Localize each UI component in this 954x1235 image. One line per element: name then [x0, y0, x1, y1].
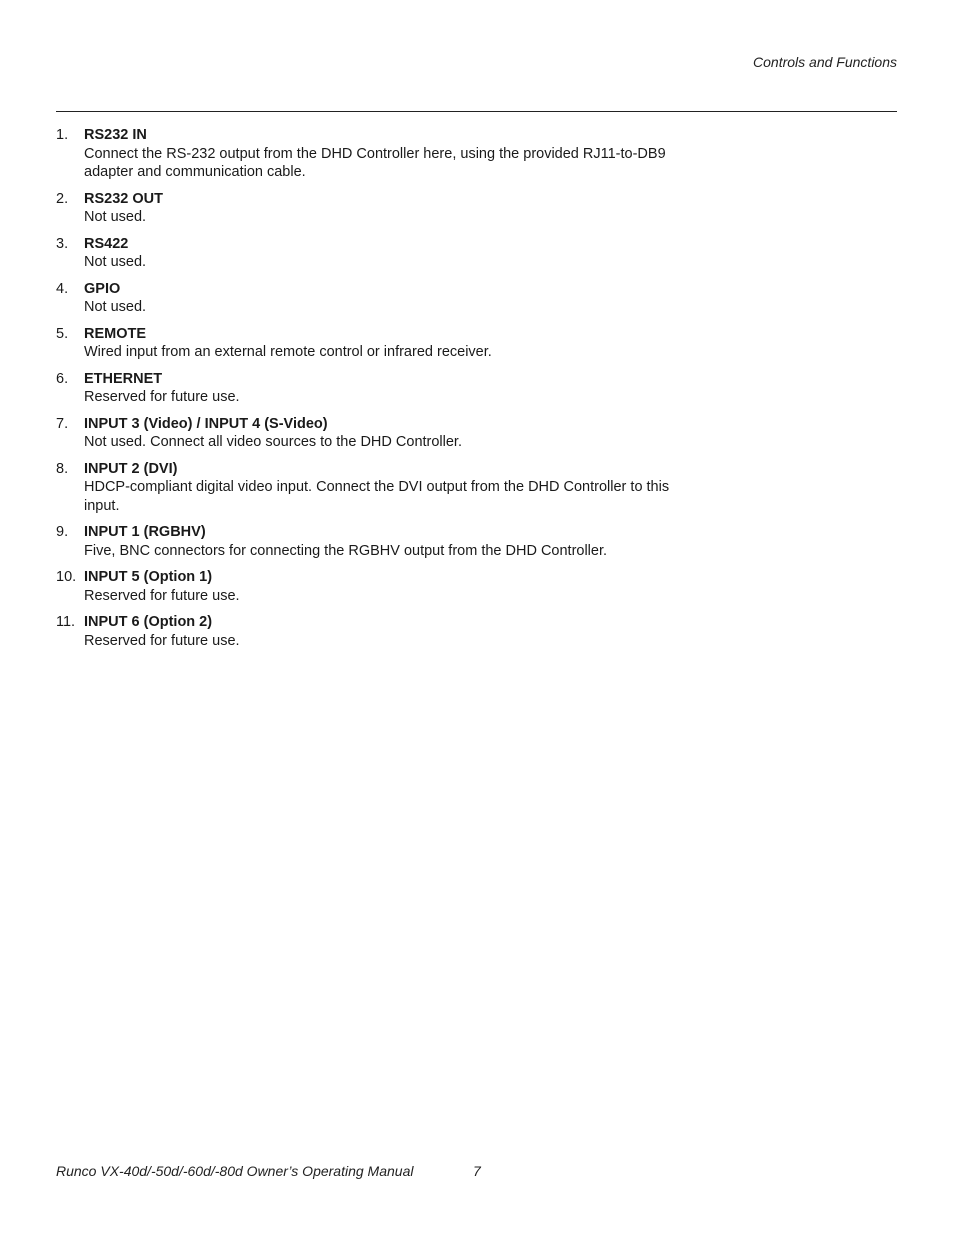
item-number: 3.: [56, 235, 69, 252]
list-item: [56, 415, 676, 452]
header-divider: [56, 111, 897, 112]
list-item: [56, 460, 676, 516]
item-description: Wired input from an external remote control or infrared receiver.: [84, 344, 492, 360]
item-title: RS422: [84, 235, 129, 252]
list-item: [56, 613, 676, 650]
item-title: REMOTE: [84, 325, 147, 342]
item-number: 7.: [56, 415, 69, 432]
list-item: [56, 235, 676, 272]
item-description: Not used. Connect all video sources to the DHD Controller.: [84, 434, 462, 450]
footer-manual-title: Runco VX-40d/-50d/-60d/-80d Owner’s Operating Manual: [56, 1163, 414, 1179]
item-title: INPUT 5 (Option 1): [84, 569, 213, 585]
item-number: 1.: [56, 127, 69, 143]
item-description: Not used.: [84, 254, 147, 270]
list-item: [56, 190, 676, 227]
list-item: [56, 126, 676, 182]
item-title: GPIO: [84, 280, 121, 297]
list-item: [56, 325, 676, 362]
item-description: Reserved for future use.: [84, 587, 240, 604]
item-title: ETHERNET: [84, 370, 163, 387]
list-item: [56, 370, 676, 407]
page-number: 7: [473, 1163, 481, 1179]
item-description: Connect the RS-232 output from the DHD Controller here, using the provided RJ11-to-DB9 adapter and communication cable.: [84, 145, 666, 180]
item-number: 9.: [56, 524, 69, 540]
connector-list: [56, 126, 676, 658]
item-title: INPUT 3 (Video) / INPUT 4 (S-Video): [84, 415, 328, 432]
running-header: Controls and Functions: [753, 54, 897, 70]
item-title: INPUT 2 (DVI): [84, 460, 178, 477]
item-number: 11.: [56, 614, 76, 630]
list-item: [56, 568, 676, 605]
item-number: 6.: [56, 370, 69, 387]
list-item: [56, 523, 676, 560]
item-description: Five, BNC connectors for connecting the RGBHV output from the DHD Controller.: [84, 542, 608, 559]
item-title: RS232 OUT: [84, 190, 163, 207]
item-title: RS232 IN: [84, 127, 147, 143]
item-number: 10.: [56, 569, 77, 585]
item-number: 8.: [56, 460, 69, 477]
item-number: 5.: [56, 325, 69, 342]
list-item: [56, 280, 676, 317]
item-title: INPUT 1 (RGBHV): [84, 524, 206, 540]
item-description: Not used.: [84, 209, 147, 225]
item-description: HDCP-compliant digital video input. Connect the DVI output from the DHD Controller to this input.: [84, 479, 670, 514]
item-title: INPUT 6 (Option 2): [84, 614, 213, 630]
item-number: 2.: [56, 190, 69, 207]
item-number: 4.: [56, 280, 69, 297]
item-description: Reserved for future use.: [84, 632, 240, 649]
item-description: Reserved for future use.: [84, 389, 240, 405]
item-description: Not used.: [84, 299, 147, 315]
